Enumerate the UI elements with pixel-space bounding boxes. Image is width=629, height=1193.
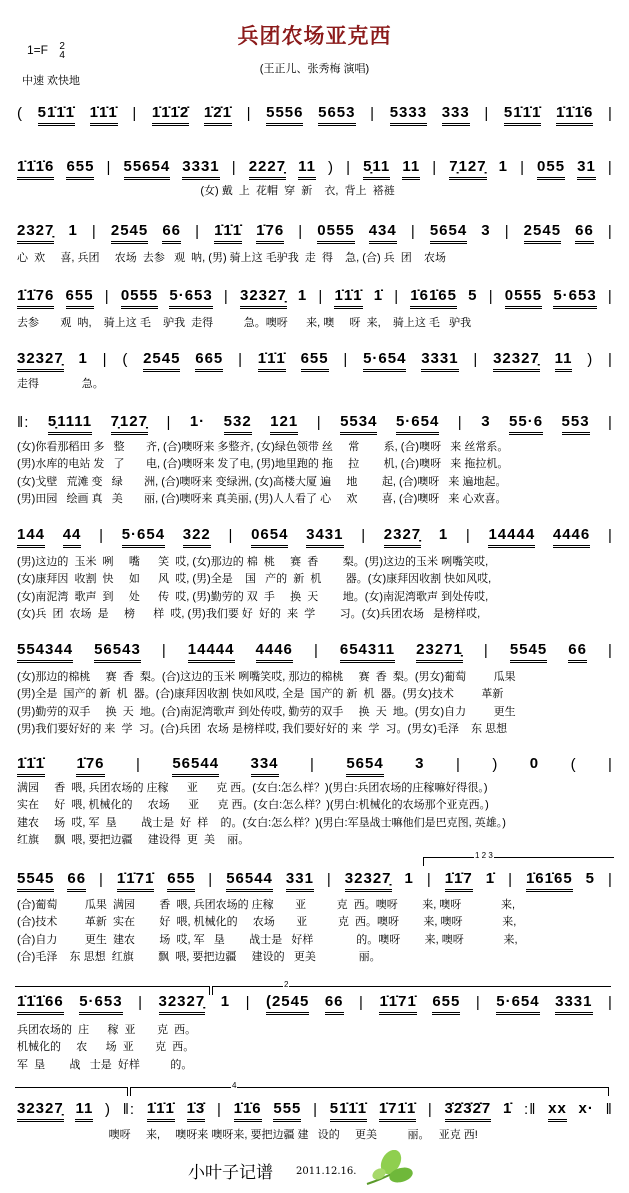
parenthesis: ( — [122, 351, 129, 368]
bar-line: | — [607, 159, 613, 176]
lyrics-line: (女)你看那稻田 多 整 齐, (合)噢呀来 多整齐, (女)绿色领带 丝 常 系, (合)噢呀 来 丝常系。 — [17, 441, 509, 453]
note-group: 3̇2̇3̇2̇7 — [445, 1101, 492, 1122]
song-title: 兵团农场亚克西 — [237, 23, 392, 48]
note: 1 — [297, 287, 308, 304]
bar-line: | — [166, 414, 172, 431]
note-group: 322 — [183, 527, 211, 548]
note: 1 — [220, 993, 231, 1010]
bar-line: | — [607, 871, 613, 888]
bar-line: | — [316, 414, 322, 431]
note-group: 1̇1̇71̇ — [117, 871, 154, 892]
note-group: 1̇1̇1̇6 — [17, 159, 54, 180]
note-group: 1̇61̇65 — [526, 871, 573, 892]
music-line — [17, 870, 613, 892]
bar-line: | — [106, 159, 112, 176]
lyrics-line: 走得 急。 — [17, 378, 104, 390]
note-group: 121 — [270, 414, 298, 435]
note-group: 655 — [432, 994, 460, 1015]
bar-line: | — [195, 223, 200, 240]
note-group: 51̇1̇1̇ — [504, 105, 541, 126]
note-group: (2545 — [266, 994, 309, 1015]
lyrics-line: (合)葡萄 瓜果 满园 香 喂, 兵团农场的 庄稼 亚 克 西。噢呀 来, 噢呀 来, — [17, 899, 516, 911]
bar-line: | — [238, 351, 243, 368]
lyrics-line: (女)南泥湾 歌声 到 处 传 哎, (男)勤劳的 双 手 换 天 地。(女)南泥湾歌声 到处传哎, — [17, 590, 489, 603]
bar-line: | — [370, 105, 376, 122]
note: 5 — [468, 287, 478, 304]
note-group: 7̣127̣ — [111, 414, 148, 435]
note-group: 665 — [195, 351, 223, 372]
lyrics-line: 实在 好 喂, 机械化的 农场 亚 克 西。(女白:怎么样？)(男白:机械化的农场那个亚克西。) — [17, 799, 489, 812]
note: 1̇ — [502, 1100, 513, 1117]
note-group: 66 — [568, 642, 587, 663]
note-group: 11 — [298, 159, 316, 180]
note-group: 7̣127̣ — [449, 159, 486, 180]
bar-line: | — [216, 1101, 222, 1118]
note-group: 1̇1̇6 — [234, 1101, 262, 1122]
music-line — [17, 1100, 613, 1122]
lyrics-line: (男)全是 国产的 新 机 器。(合)康拜因收割 快如风哎, 全是 国产的 新 机 器。(男女)技术 革新 — [17, 688, 504, 701]
note-group: 553 — [562, 414, 590, 435]
music-line — [17, 158, 613, 180]
note-group: 5333 — [390, 105, 427, 126]
note-group: 5·654 — [363, 351, 406, 372]
bar-line: | — [343, 351, 349, 368]
note-group: 2227̣ — [249, 159, 286, 180]
bar-line: | — [410, 223, 416, 240]
lyrics-line: 满园 香 喂, 兵团农场的 庄稼 亚 克 西。(女白:怎么样？)(男白:兵团农场的庄稼嘛好得很。) — [17, 782, 488, 794]
bar-line: | — [102, 351, 108, 368]
bar-line: :‖ — [524, 1101, 537, 1118]
note-group: 51̇1̇1̇ — [330, 1101, 367, 1122]
parenthesis: ( — [17, 105, 23, 122]
note-group: 5̣1111 — [48, 414, 92, 435]
bar-line: | — [359, 994, 364, 1011]
bar-line: ‖: — [122, 1101, 136, 1118]
note-group: 56543 — [94, 642, 141, 663]
note-group: 32327̣ — [240, 288, 287, 309]
note-group: 1̇76 — [256, 223, 284, 244]
note-group: 1̇3̇ — [187, 1101, 206, 1122]
bar-line: | — [208, 871, 214, 888]
bar-line: | — [346, 159, 352, 176]
time-bottom: 4 — [59, 50, 65, 61]
note-group: 56544 — [226, 871, 273, 892]
bar-line: | — [427, 1101, 433, 1118]
note-group: 1̇2̇1̇ — [204, 105, 232, 126]
note-group: 0555 — [121, 288, 158, 309]
note-group: 5653 — [318, 105, 355, 126]
signature: 小叶子记谱 — [188, 1163, 273, 1183]
note-group: 1̇1̇1̇66 — [17, 994, 64, 1015]
bar-line: | — [298, 223, 304, 240]
leaf-icon — [365, 1150, 415, 1186]
bar-line: | — [457, 414, 463, 431]
bar-line: | — [246, 105, 252, 122]
note-group: 5534 — [340, 414, 377, 435]
note-group: 31 — [577, 159, 596, 180]
volta-number: 1 2 3 — [475, 851, 493, 860]
note-group: 5·653 — [169, 288, 212, 309]
note: 3 — [415, 755, 425, 772]
note-group: 5·654 — [122, 527, 165, 548]
bar-line: | — [483, 642, 489, 659]
bar-line: | — [508, 871, 513, 888]
note-group: 434 — [369, 223, 397, 244]
bar-line: | — [99, 871, 104, 888]
bar-line: ‖ — [605, 1101, 613, 1118]
note-group: 14444 — [488, 527, 535, 548]
note-group: 4446 — [256, 642, 293, 663]
bar-line: | — [361, 527, 367, 544]
bar-line: | — [432, 159, 438, 176]
note-group: 2545 — [524, 223, 561, 244]
bar-line: | — [228, 527, 234, 544]
bar-line: | — [473, 351, 479, 368]
time-signature — [59, 42, 65, 60]
lyrics-line: 建农 场 哎, 军 垦 战士是 好 样 的。(女白:怎么样？)(男白:军垦战士嘛他们是巴克图, 英雄。) — [17, 816, 506, 829]
note: 0 — [529, 755, 540, 772]
parenthesis: ) — [587, 351, 594, 368]
parenthesis: ) — [328, 159, 335, 176]
signature-date: 2011.12.16. — [296, 1166, 357, 1177]
note-group: 5̣11 — [363, 159, 390, 180]
note-group: 5·653 — [553, 288, 596, 309]
bar-line: | — [607, 527, 613, 544]
note-group: 655 — [66, 159, 94, 180]
note-group: 23271̣ — [416, 642, 463, 663]
music-line — [17, 350, 613, 372]
bar-line: | — [607, 105, 613, 122]
lyrics-line: 红旗 飘 喂, 要把边疆 建设得 更 美 丽。 — [17, 833, 250, 846]
note-group: 1̇1̇1̇ — [214, 223, 242, 244]
note-group: 5·653 — [79, 994, 122, 1015]
volta-bracket-end — [15, 1087, 128, 1096]
note-group: 66 — [162, 223, 181, 244]
bar-line: | — [104, 288, 110, 305]
bar-line: | — [318, 288, 324, 305]
lyrics-line: 兵团农场的 庄 稼 亚 克 西。 — [17, 1024, 197, 1036]
note-group: 1̇1̇76 — [17, 288, 54, 309]
note-group: 655 — [66, 288, 94, 309]
note-group: 1̇1̇1̇ — [334, 288, 362, 309]
note-group: 1̇1̇1̇ — [90, 105, 118, 126]
bar-line: | — [455, 756, 461, 773]
note-group: 144 — [17, 527, 45, 548]
lyrics-line: (合)技术 革新 实在 好 喂, 机械化的 农场 亚 克 西。噢呀 来, 噢呀 来, — [17, 916, 517, 929]
note-group: 331 — [286, 871, 314, 892]
note-group: 532 — [224, 414, 252, 435]
bar-line: | — [99, 527, 104, 544]
note-group: 66 — [67, 871, 86, 892]
bar-line: | — [608, 414, 613, 431]
note-group: 55654 — [124, 159, 171, 180]
lyrics-line: (女) 戴 上 花帽 穿 新 衣, 背上 褡裢 — [17, 185, 395, 197]
note-group: 1̇1̇7 — [445, 871, 473, 892]
bar-line: | — [231, 159, 237, 176]
note-group: 3431 — [306, 527, 343, 548]
bar-line: | — [394, 288, 400, 305]
note-group: 555 — [273, 1101, 301, 1122]
note-group: 56544 — [172, 756, 219, 777]
lyrics-line: (女)那边的棉桃 赛 香 梨。(合)这边的玉米 咧嘴笑哎, 那边的棉桃 赛 香 梨。(男女)葡萄 瓜果 — [17, 671, 516, 683]
note: 3 — [481, 413, 491, 430]
bar-line: | — [607, 351, 613, 368]
note-group: 32327̣ — [17, 351, 64, 372]
bar-line: | — [91, 223, 97, 240]
note-group: 11 — [555, 351, 573, 372]
music-line — [17, 755, 613, 777]
note-group: 5654 — [430, 223, 467, 244]
lyrics-line: 军 垦 战 士是 好样 的。 — [17, 1058, 193, 1071]
bar-line: | — [607, 642, 613, 659]
note: 1̇ — [373, 287, 384, 304]
music-line — [17, 641, 613, 663]
bar-line: | — [475, 994, 481, 1011]
music-line — [17, 222, 613, 244]
note-group: 4446 — [553, 527, 590, 548]
bar-line: | — [426, 871, 432, 888]
bar-line: | — [520, 159, 525, 176]
note-group: 2545 — [111, 223, 148, 244]
note-group: 1̇1̇1̇ — [147, 1101, 175, 1122]
volta-bracket-4 — [130, 1081, 609, 1096]
time-top: 2 — [59, 41, 65, 52]
note-group: 1̇71̇1̇ — [379, 1101, 416, 1122]
note-group: 5556 — [266, 105, 303, 126]
note-group: 334 — [251, 756, 279, 777]
note-group: 1̇1̇1̇2̇ — [152, 105, 189, 126]
note-group: xx — [548, 1101, 567, 1122]
note-group: 55·6 — [509, 414, 543, 435]
lyrics-line: 去参 观 呐, 骑上这 毛 驴我 走得 急。噢呀 来, 噢 呀 来, 骑上这 毛 驴我 — [17, 317, 472, 329]
lyrics-line: 心 欢 喜, 兵团 农场 去参 观 呐, (男) 骑上这 毛驴我 走 得 急, (合) 兵 团 农场 — [17, 252, 447, 264]
note-group: 5·654 — [496, 994, 539, 1015]
volta-bracket-end — [15, 986, 210, 995]
bar-line: | — [223, 288, 229, 305]
music-line — [17, 526, 613, 548]
volta-number: 4 — [232, 1081, 237, 1090]
bar-line: | — [488, 288, 494, 305]
note: 1· — [189, 413, 206, 430]
note: 1 — [78, 350, 88, 367]
lyrics-line: (男)这边的 玉米 咧 嘴 笑 哎, (女)那边的 棉 桃 赛 香 梨。(男)这边的玉米 咧嘴笑哎, — [17, 556, 489, 568]
key-signature — [27, 42, 65, 60]
lyrics-line: (合)自力 更生 建农 场 哎, 军 垦 战士是 好样 的。噢呀 来, 噢呀 来, — [17, 933, 518, 946]
note-group: 655 — [167, 871, 195, 892]
note-group: 333 — [442, 105, 470, 126]
note-group: 32327̣ — [17, 1101, 64, 1122]
note-group: 11 — [75, 1101, 93, 1122]
bar-line: | — [161, 642, 167, 659]
bar-line: | — [138, 994, 143, 1011]
note-group: 654311 — [340, 642, 395, 663]
note-group: 3331 — [182, 159, 219, 180]
performers: (王正儿、张秀梅 演唱) — [259, 63, 370, 75]
note-group: 0555 — [505, 288, 542, 309]
note-group: 0654 — [251, 527, 288, 548]
note-group: 32327̣ — [493, 351, 540, 372]
note-group: 1̇1̇1̇ — [17, 756, 45, 777]
bar-line: | — [245, 994, 251, 1011]
note-group: 3331 — [555, 994, 592, 1015]
lyrics-line: (女)兵 团 农场 是 榜 样 哎, (男)我们要 好 好的 来 学 习。(女)兵团农场 是榜样哎, — [17, 607, 481, 620]
note-group: 655 — [301, 351, 329, 372]
note: 1 — [438, 526, 449, 543]
note-group: 5545 — [510, 642, 547, 663]
lyrics-line: (男)我们要好好的 来 学 习。(合)兵团 农场 是榜样哎, 我们要好好的 来 学 习。(男女)毛泽 东 思想 — [17, 722, 508, 735]
bar-line: | — [326, 871, 332, 888]
note-group: 0555 — [317, 223, 354, 244]
tempo-marking: 中速 欢快地 — [22, 75, 81, 87]
note-group: 5·654 — [396, 414, 439, 435]
music-line — [17, 104, 613, 126]
lyrics-line: (男)水库的电站 发 了 电, (合)噢呀来 发了电, (男)地里跑的 拖 拉 机, (合)噢呀 来 拖拉机。 — [17, 458, 509, 471]
lyrics-line: 噢呀 来, 噢呀来 噢呀来, 要把边疆 建 设的 更美 丽。 亚克 西! — [17, 1129, 478, 1141]
note-group: 1̇76 — [76, 756, 104, 777]
note: 1 — [68, 222, 78, 239]
note: 5 — [585, 870, 595, 887]
bar-line: | — [313, 642, 319, 659]
note-group: 554344 — [17, 642, 73, 663]
note-group: 1̇1̇1̇ — [258, 351, 286, 372]
note-group: 1̇1̇1̇6 — [556, 105, 593, 126]
note-group: 66 — [325, 994, 344, 1015]
note-group: 2545 — [143, 351, 180, 372]
note-group: 51̇1̇1̇ — [38, 105, 75, 126]
note-group: 32327̣ — [345, 871, 392, 892]
lyrics-line: (女)戈壁 荒滩 变 绿 洲, (合)噢呀来 变绿洲, (女)高楼大厦 遍 地 起, (合)噢呀 来 遍地起。 — [17, 475, 507, 488]
music-line — [17, 993, 613, 1015]
bar-line: | — [607, 288, 613, 305]
bar-line: | — [608, 994, 613, 1011]
note: 1̇ — [485, 870, 496, 887]
lyrics-line: (男)田园 绘画 真 美 丽, (合)噢呀来 真美丽, (男)人人看了 心 欢 喜, (合)噢呀 来 心欢喜。 — [17, 492, 507, 505]
note: 1 — [498, 158, 509, 175]
note-group: 1̇61̇65 — [410, 288, 457, 309]
key-label: 1=F — [27, 43, 49, 58]
music-line — [17, 413, 613, 435]
note: 3 — [481, 222, 491, 239]
note: x· — [578, 1100, 594, 1117]
bar-line: ‖: — [17, 414, 30, 431]
note-group: 11 — [402, 159, 420, 180]
parenthesis: ) — [492, 756, 499, 773]
note: 1 — [404, 870, 414, 887]
note-group: 14444 — [188, 642, 235, 663]
note-group: 5654 — [346, 756, 383, 777]
note-group: 2327̣ — [384, 527, 421, 548]
bar-line: | — [313, 1101, 319, 1118]
note-group: 66 — [575, 223, 594, 244]
parenthesis: ( — [570, 756, 577, 773]
volta-number: 2 — [284, 980, 289, 989]
bar-line: | — [135, 756, 141, 773]
lyrics-line: (女)康拜因 收割 快 如 风 哎, (男)全是 国 产的 新 机 器。(女)康拜因收割 快如风哎, — [17, 573, 492, 586]
note-group: 055 — [537, 159, 565, 180]
note-group: 3331 — [421, 351, 458, 372]
note-group: 5545 — [17, 871, 54, 892]
volta-bracket-123 — [423, 851, 614, 866]
bar-line: | — [465, 527, 471, 544]
music-line — [17, 287, 613, 309]
lyrics-line: (合)毛泽 东 思想 红旗 飘 喂, 要把边疆 建设的 更美 丽。 — [17, 950, 381, 963]
bar-line: | — [608, 756, 613, 773]
parenthesis: ) — [105, 1101, 112, 1118]
note-group: 1̇1̇71̇ — [379, 994, 416, 1015]
lyrics-line: (男)勤劳的双手 换 天 地。(合)南泥湾歌声 到处传哎, 勤劳的双手 换 天 地。(男女)自力 更生 — [17, 705, 516, 718]
note-group: 44 — [63, 527, 82, 548]
lyrics-line: 机械化的 农 场 亚 克 西。 — [17, 1041, 195, 1054]
volta-bracket-2 — [212, 980, 611, 995]
bar-line: | — [309, 756, 315, 773]
bar-line: | — [132, 105, 138, 122]
bar-line: | — [484, 105, 490, 122]
bar-line: | — [607, 223, 613, 240]
note-group: 32327̣ — [159, 994, 206, 1015]
note-group: 2327̣ — [17, 223, 54, 244]
bar-line: | — [504, 223, 510, 240]
